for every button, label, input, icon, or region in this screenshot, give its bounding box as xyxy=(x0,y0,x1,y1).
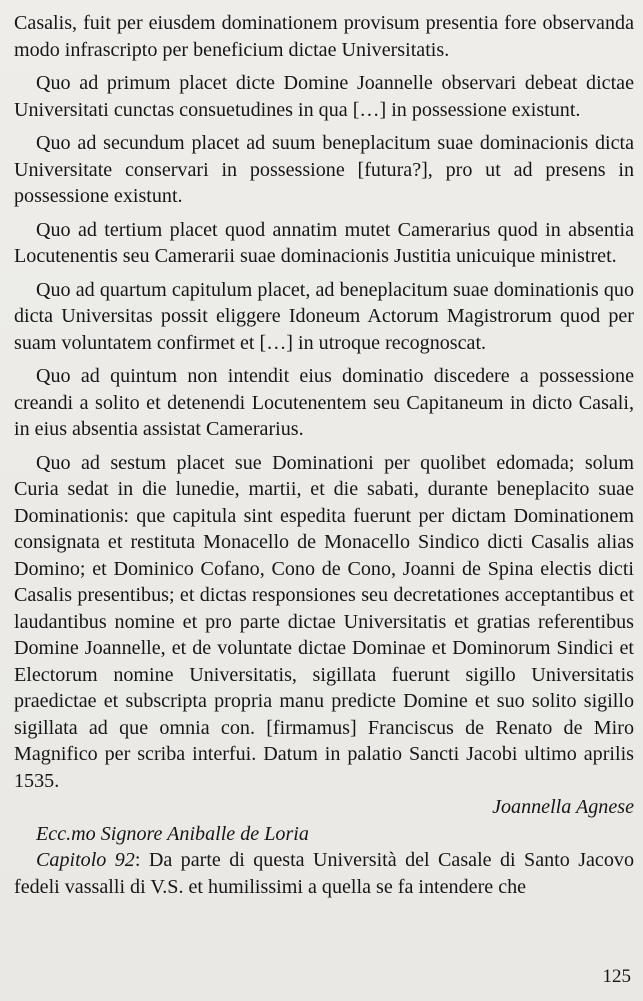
page-number: 125 xyxy=(602,966,631,987)
paragraph-quintum: Quo ad quintum non intendit eius dominatio discedere a possessione creandi a solito et detenendi Locutenentem seu Capitaneum in dicto Casali, in eius absentia assistat Camerarius. xyxy=(14,365,634,440)
text-body xyxy=(14,10,634,900)
chapter-text: : Da parte di questa Università del Casale di Santo Jacovo fedeli vassalli di V.S. et humilissimi a quella se fa intendere che xyxy=(14,849,634,898)
paragraph-secundum: Quo ad secundum placet ad suum beneplacitum suae dominacionis dicta Universitate conservari in possessione [futura?], pro ut ad presens in possessione existunt. xyxy=(14,132,634,207)
paragraph-sestum: Quo ad sestum placet sue Dominationi per quolibet edomada; solum Curia sedat in die lunedie, martii, et die sabati, durante beneplacito suae Dominationis: que capitula sint espedita fuerunt per dictam Dominationem consignata et restituta Monacello de Monacello Sindico dicti Casalis alias Domino; et Dominico Cofano, Cono de Cono, Joanni de Spina electis dicti Casalis presentibus; et dictas responsiones seu decretationes acceptantibus et laudantibus nomine et pro parte dictae Universitatis et gratias referentibus Domine Joannelle, et de voluntate dictae Dominae et Dominorum Sindici et Electorum nomine Universitatis, sigillata fuerunt sigillo Universitatis praedictae et subscripta propria manu predicte Domine et suo solito sigillo sigillata ad que omnia con. [firmamus] Franciscus de Renato de Miro Magnifico per scriba interfui. Datum in palatio Sancti Jacobi ultimo aprilis 1535. xyxy=(14,451,634,792)
paragraph-tertium: Quo ad tertium placet quod annatim mutet Camerarius quod in absentia Locutenentis seu Camerarii suae dominacionis Justitia unicuique ministret. xyxy=(14,218,634,267)
signature: Joannella Agnese xyxy=(492,796,634,818)
chapter-label: Capitolo 92 xyxy=(36,849,135,871)
chapter-paragraph xyxy=(14,847,634,900)
paragraph-quartum: Quo ad quartum capitulum placet, ad beneplacitum suae dominationis quo dicta Universitas possit eliggere Idoneum Actorum Magistrorum quod per suam voluntatem confirmet et […] in utroque recognoscat. xyxy=(14,278,634,354)
paragraph-primum: Quo ad primum placet dicte Domine Joannelle observari debeat dictae Universitati cunctas consuetudines in qua […] in possessione existunt. xyxy=(14,72,634,121)
paragraph-continuation: Casalis, fuit per eiusdem dominationem provisum presentia fore observanda modo infrascripto per beneficium dictae Universitatis. xyxy=(14,12,634,61)
address-line: Ecc.mo Signore Aniballe de Loria xyxy=(36,822,309,845)
